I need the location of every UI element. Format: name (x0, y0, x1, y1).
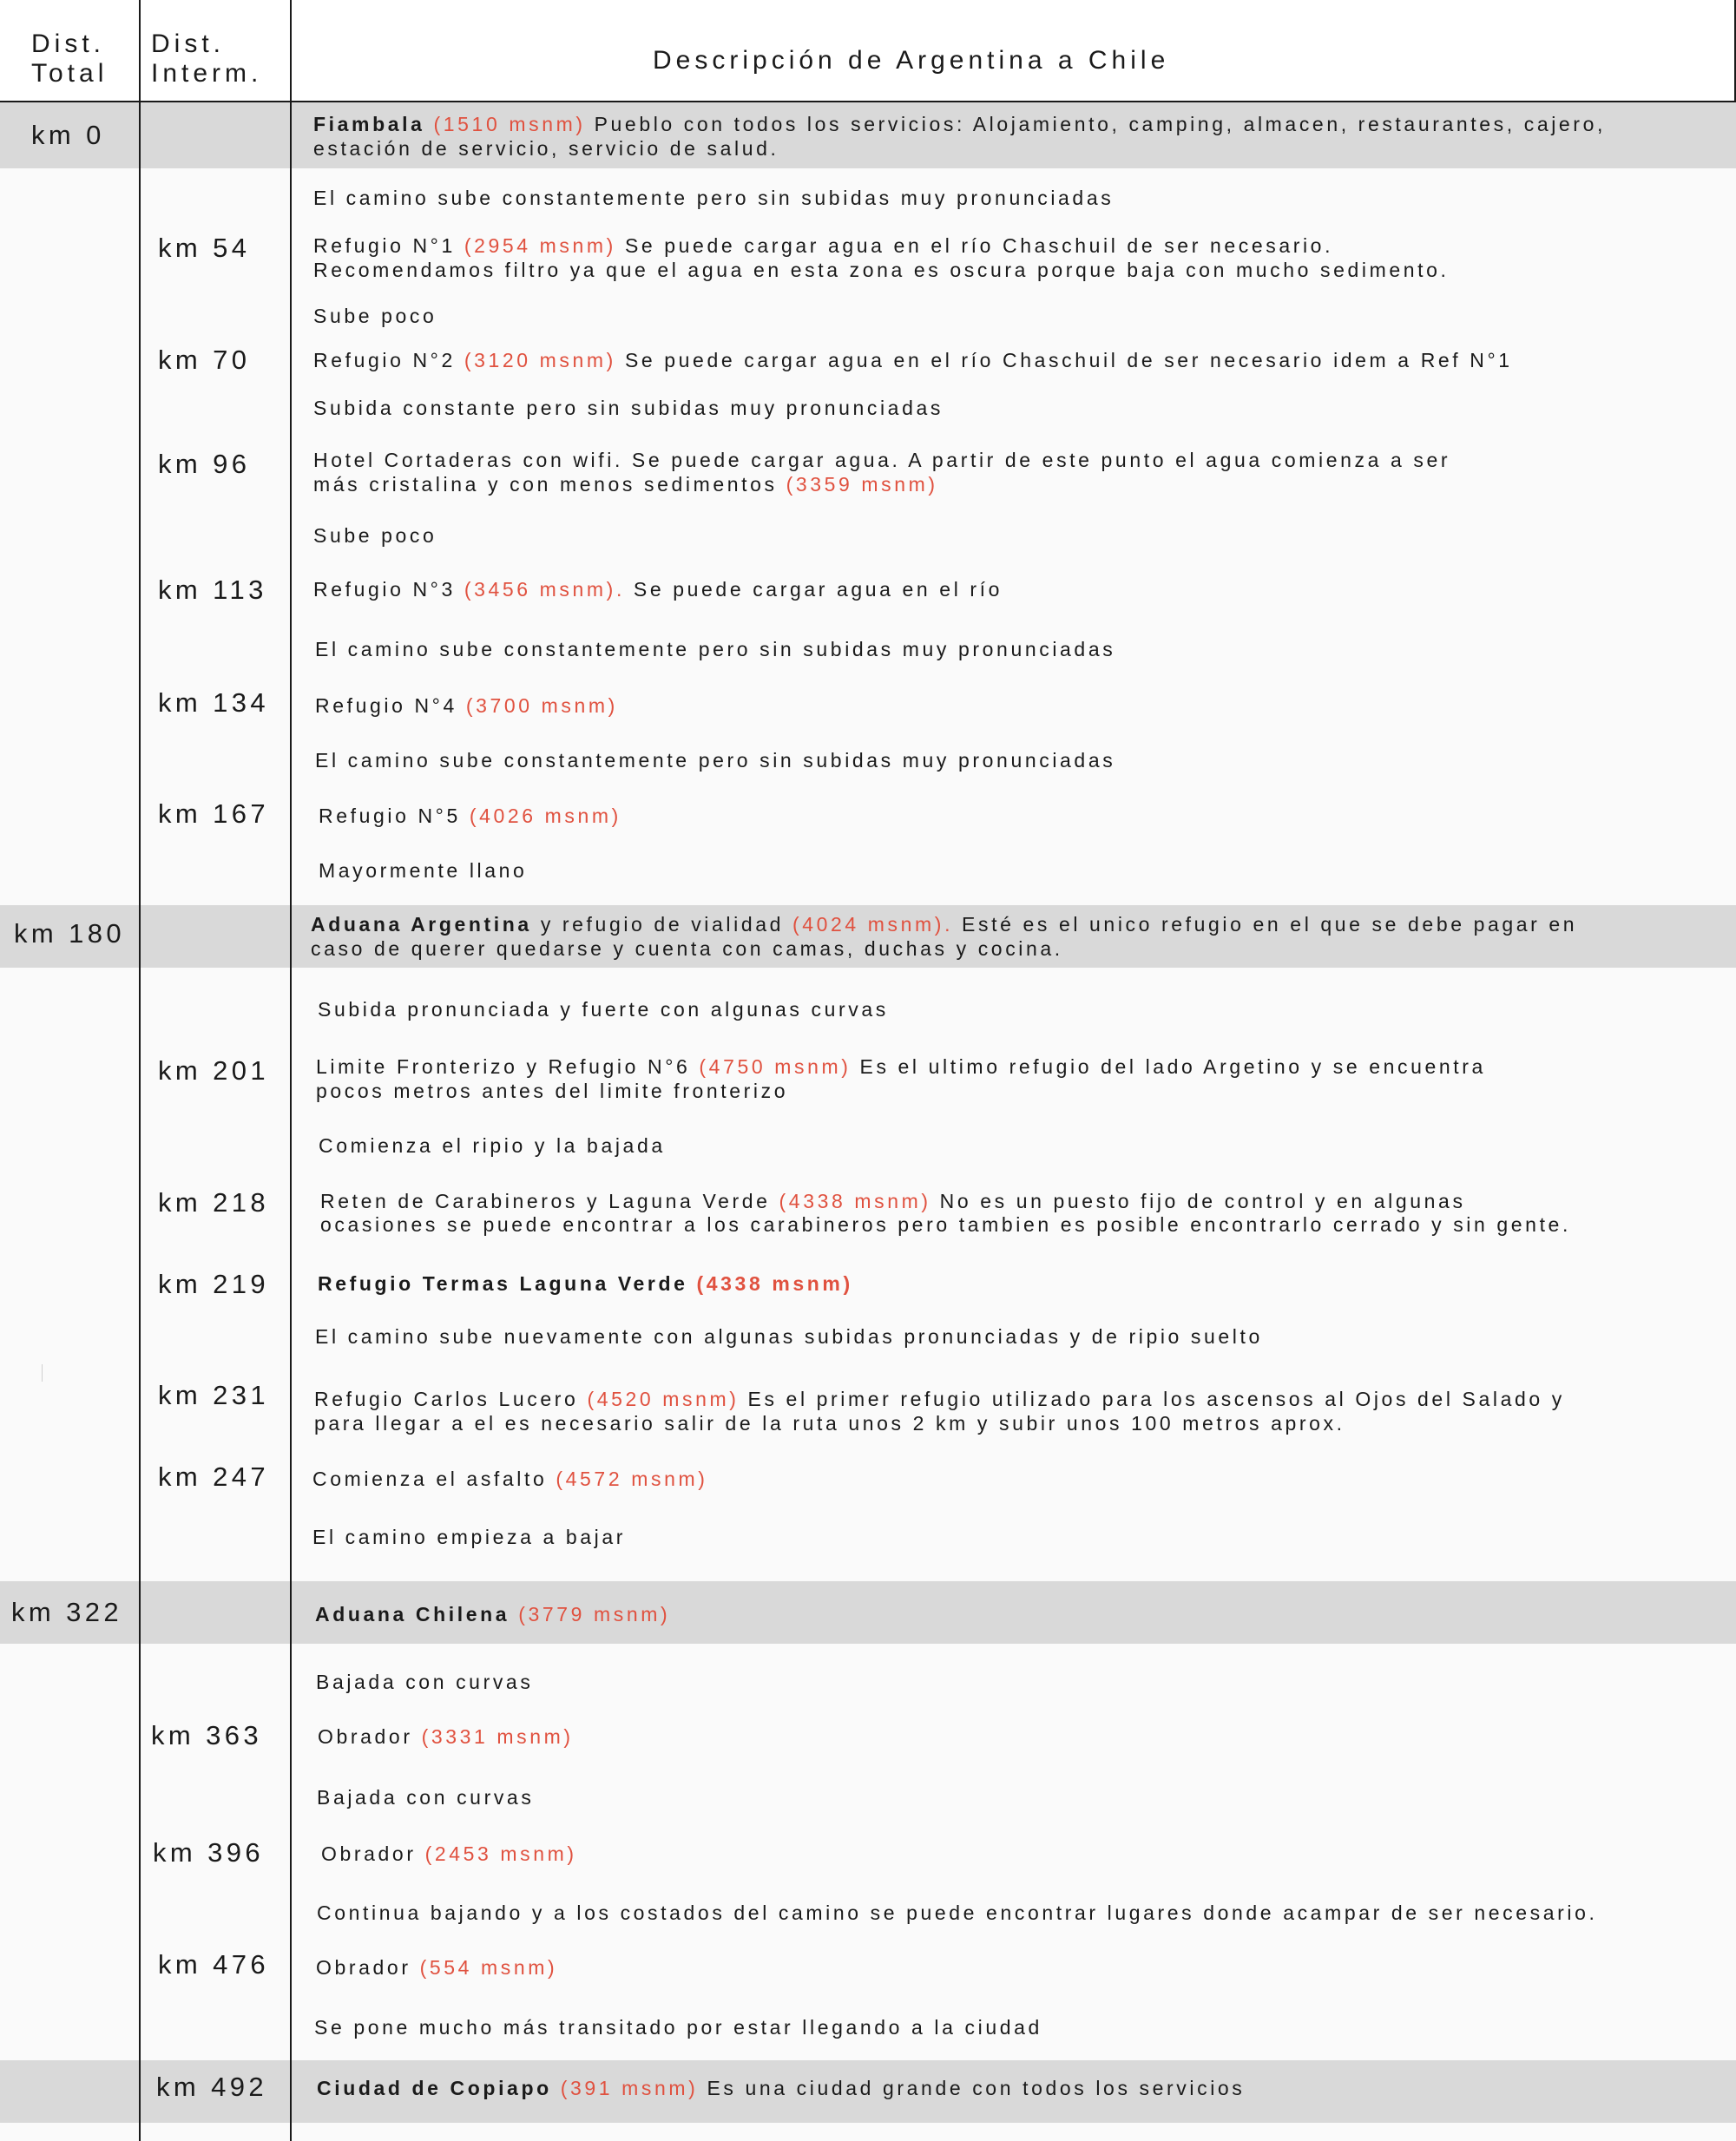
place-aduana-argentina: Aduana Argentina (311, 913, 532, 936)
interm-km-218: km 218 (158, 1187, 270, 1218)
desc-fiambala-text: Pueblo con todos los servicios: Alojamiento, camping, almacen, restaurantes, cajero, (585, 113, 1606, 135)
altitude-aduana-chilena: (3779 msnm) (518, 1603, 671, 1625)
desc-refugio-2 (313, 348, 1513, 372)
place-refugio-5: Refugio N°5 (319, 805, 470, 827)
header-description: Descripción de Argentina a Chile (653, 46, 1170, 75)
desc-segment-3: Subida constante pero sin subidas muy pronunciadas (313, 397, 944, 419)
altitude-refugio-4: (3700 msnm) (465, 694, 618, 717)
header-dist-interm-2: Interm. (151, 59, 263, 88)
desc-segment-11: El camino empieza a bajar (312, 1526, 627, 1548)
desc-segment-8: Subida pronunciada y fuerte con algunas curvas (318, 998, 889, 1021)
place-lucero: Refugio Carlos Lucero (314, 1388, 588, 1410)
interm-km-113: km 113 (158, 575, 267, 605)
desc-hotel-line1: Hotel Cortaderas con wifi. Se puede cargar agua. A partir de este punto el agua comienza a ser (313, 449, 1451, 471)
desc-obrador-3 (316, 1955, 557, 1980)
row-band-aduana-chilena (0, 1581, 1736, 1644)
column-divider-1 (139, 0, 141, 2141)
desc-segment-12: Bajada con curvas (316, 1671, 534, 1693)
desc-hotel-line2 (313, 472, 938, 496)
interm-km-247: km 247 (158, 1461, 270, 1492)
desc-segment-15: Se pone mucho más transitado por estar llegando a la ciudad (314, 2016, 1042, 2039)
place-reten: Reten de Carabineros y Laguna Verde (320, 1190, 779, 1212)
place-limite: Limite Fronterizo y Refugio N°6 (316, 1055, 700, 1078)
header-dist-total-1: Dist. (31, 30, 105, 58)
interm-km-219: km 219 (158, 1269, 270, 1299)
desc-segment-4: Sube poco (313, 524, 437, 547)
altitude-refugio-5: (4026 msnm) (469, 805, 621, 827)
header-dist-total-2: Total (31, 59, 108, 88)
desc-refugio-1-line2: Recomendamos filtro ya que el agua en esta zona es oscura porque baja con mucho sedimento. (313, 259, 1450, 281)
altitude-obrador-3: (554 msnm) (419, 1956, 558, 1979)
desc-limite-line1 (316, 1054, 1486, 1079)
interm-km-54: km 54 (158, 233, 251, 263)
place-obrador-1: Obrador (318, 1725, 422, 1748)
altitude-lucero: (4520 msnm) (587, 1388, 740, 1410)
desc-obrador-1 (318, 1724, 574, 1749)
place-refugio-2: Refugio N°2 (313, 349, 464, 371)
desc-aduana-argentina-line2: caso de querer quedarse y cuenta con camas, duchas y cocina. (311, 937, 1063, 960)
place-copiapo: Ciudad de Copiapo (317, 2077, 561, 2099)
desc-limite-text: Es el ultimo refugio del lado Argetino y se encuentra (851, 1055, 1486, 1078)
desc-limite-line2: pocos metros antes del limite fronterizo (316, 1080, 789, 1102)
desc-aduana-argentina-mid: y refugio de vialidad (531, 913, 792, 936)
desc-segment-13: Bajada con curvas (317, 1786, 535, 1809)
altitude-obrador-1: (3331 msnm) (421, 1725, 574, 1748)
interm-km-134: km 134 (158, 687, 270, 718)
desc-refugio-4 (315, 693, 618, 718)
desc-segment-6: El camino sube constantemente pero sin subidas muy pronunciadas (315, 749, 1116, 772)
altitude-refugio-2: (3120 msnm) (464, 349, 616, 371)
header-dist-interm-1: Dist. (151, 30, 225, 58)
desc-refugio-2-text: Se puede cargar agua en el río Chaschuil de ser necesario idem a Ref N°1 (615, 349, 1513, 371)
desc-hotel-text: más cristalina y con menos sedimentos (313, 473, 786, 496)
interm-km-363: km 363 (151, 1720, 263, 1750)
desc-aduana-chilena (315, 1602, 670, 1626)
altitude-fiambala: (1510 msnm) (433, 113, 586, 135)
total-km-0: km 0 (31, 120, 105, 150)
desc-obrador-2 (321, 1842, 577, 1866)
place-asfalto: Comienza el asfalto (312, 1468, 556, 1490)
desc-refugio-5 (319, 804, 621, 828)
desc-refugio-1-text: Se puede cargar agua en el río Chaschuil de ser necesario. (615, 234, 1334, 257)
place-aduana-chilena: Aduana Chilena (315, 1603, 519, 1625)
place-fiambala: Fiambala (313, 113, 425, 135)
altitude-reten: (4338 msnm) (779, 1190, 931, 1212)
altitude-refugio-3: (3456 msnm). (464, 578, 625, 601)
desc-fiambala-line2: estación de servicio, servicio de salud. (313, 137, 779, 160)
desc-segment-14: Continua bajando y a los costados del camino se puede encontrar lugares donde acampar de ser necesario. (317, 1901, 1598, 1924)
desc-segment-1: El camino sube constantemente pero sin subidas muy pronunciadas (313, 187, 1115, 209)
desc-segment-5: El camino sube constantemente pero sin subidas muy pronunciadas (315, 638, 1116, 660)
altitude-termas: (4338 msnm) (696, 1272, 853, 1295)
desc-fiambala-line1 (313, 112, 1606, 136)
desc-refugio-1-line1 (313, 233, 1333, 258)
altitude-refugio-1: (2954 msnm) (464, 234, 616, 257)
desc-reten-text: No es un puesto fijo de control y en algunas (930, 1190, 1466, 1212)
place-obrador-2: Obrador (321, 1842, 425, 1865)
desc-lucero-line1 (314, 1387, 1565, 1411)
desc-reten-line2: ocasiones se puede encontrar a los carabineros pero tambien es posible encontrarlo cerrado y sin gente. (320, 1213, 1571, 1236)
altitude-limite: (4750 msnm) (699, 1055, 852, 1078)
interm-km-492: km 492 (156, 2072, 268, 2102)
interm-km-231: km 231 (158, 1380, 270, 1410)
desc-asfalto (312, 1467, 707, 1491)
desc-segment-2: Sube poco (313, 305, 437, 327)
altitude-hotel: (3359 msnm) (786, 473, 938, 496)
altitude-aduana-argentina: (4024 msnm). (792, 913, 954, 936)
desc-copiapo-text: Es una ciudad grande con todos los servicios (698, 2077, 1246, 2099)
desc-lucero-line2: para llegar a el es necesario salir de la ruta unos 2 km y subir unos 100 metros aprox. (314, 1412, 1345, 1435)
total-km-322: km 322 (11, 1597, 123, 1627)
place-termas: Refugio Termas Laguna Verde (318, 1272, 697, 1295)
column-divider-2 (290, 0, 292, 2141)
altitude-asfalto: (4572 msnm) (556, 1468, 708, 1490)
place-refugio-4: Refugio N°4 (315, 694, 466, 717)
altitude-obrador-2: (2453 msnm) (424, 1842, 577, 1865)
place-refugio-3: Refugio N°3 (313, 578, 464, 601)
interm-km-396: km 396 (153, 1837, 265, 1868)
desc-segment-9: Comienza el ripio y la bajada (319, 1134, 666, 1157)
altitude-copiapo: (391 msnm) (560, 2077, 699, 2099)
desc-aduana-argentina-text: Esté es el unico refugio en el que se debe pagar en (953, 913, 1578, 936)
desc-refugio-3 (313, 577, 1003, 601)
interm-km-70: km 70 (158, 345, 251, 375)
desc-termas (318, 1271, 853, 1296)
place-refugio-1: Refugio N°1 (313, 234, 464, 257)
desc-aduana-argentina-line1 (311, 912, 1577, 936)
interm-km-476: km 476 (158, 1949, 270, 1980)
desc-segment-7: Mayormente llano (319, 859, 528, 882)
desc-reten-line1 (320, 1189, 1466, 1213)
total-km-180: km 180 (14, 918, 126, 949)
scan-mark (42, 1364, 43, 1382)
desc-copiapo (317, 2076, 1245, 2100)
interm-km-201: km 201 (158, 1055, 270, 1086)
interm-km-96: km 96 (158, 449, 251, 479)
interm-km-167: km 167 (158, 798, 270, 829)
desc-lucero-text: Es el primer refugio utilizado para los ascensos al Ojos del Salado y (739, 1388, 1565, 1410)
desc-refugio-3-text: Se puede cargar agua en el río (624, 578, 1003, 601)
place-obrador-3: Obrador (316, 1956, 420, 1979)
desc-segment-10: El camino sube nuevamente con algunas subidas pronunciadas y de ripio suelto (315, 1325, 1263, 1348)
header-divider (0, 101, 1736, 102)
